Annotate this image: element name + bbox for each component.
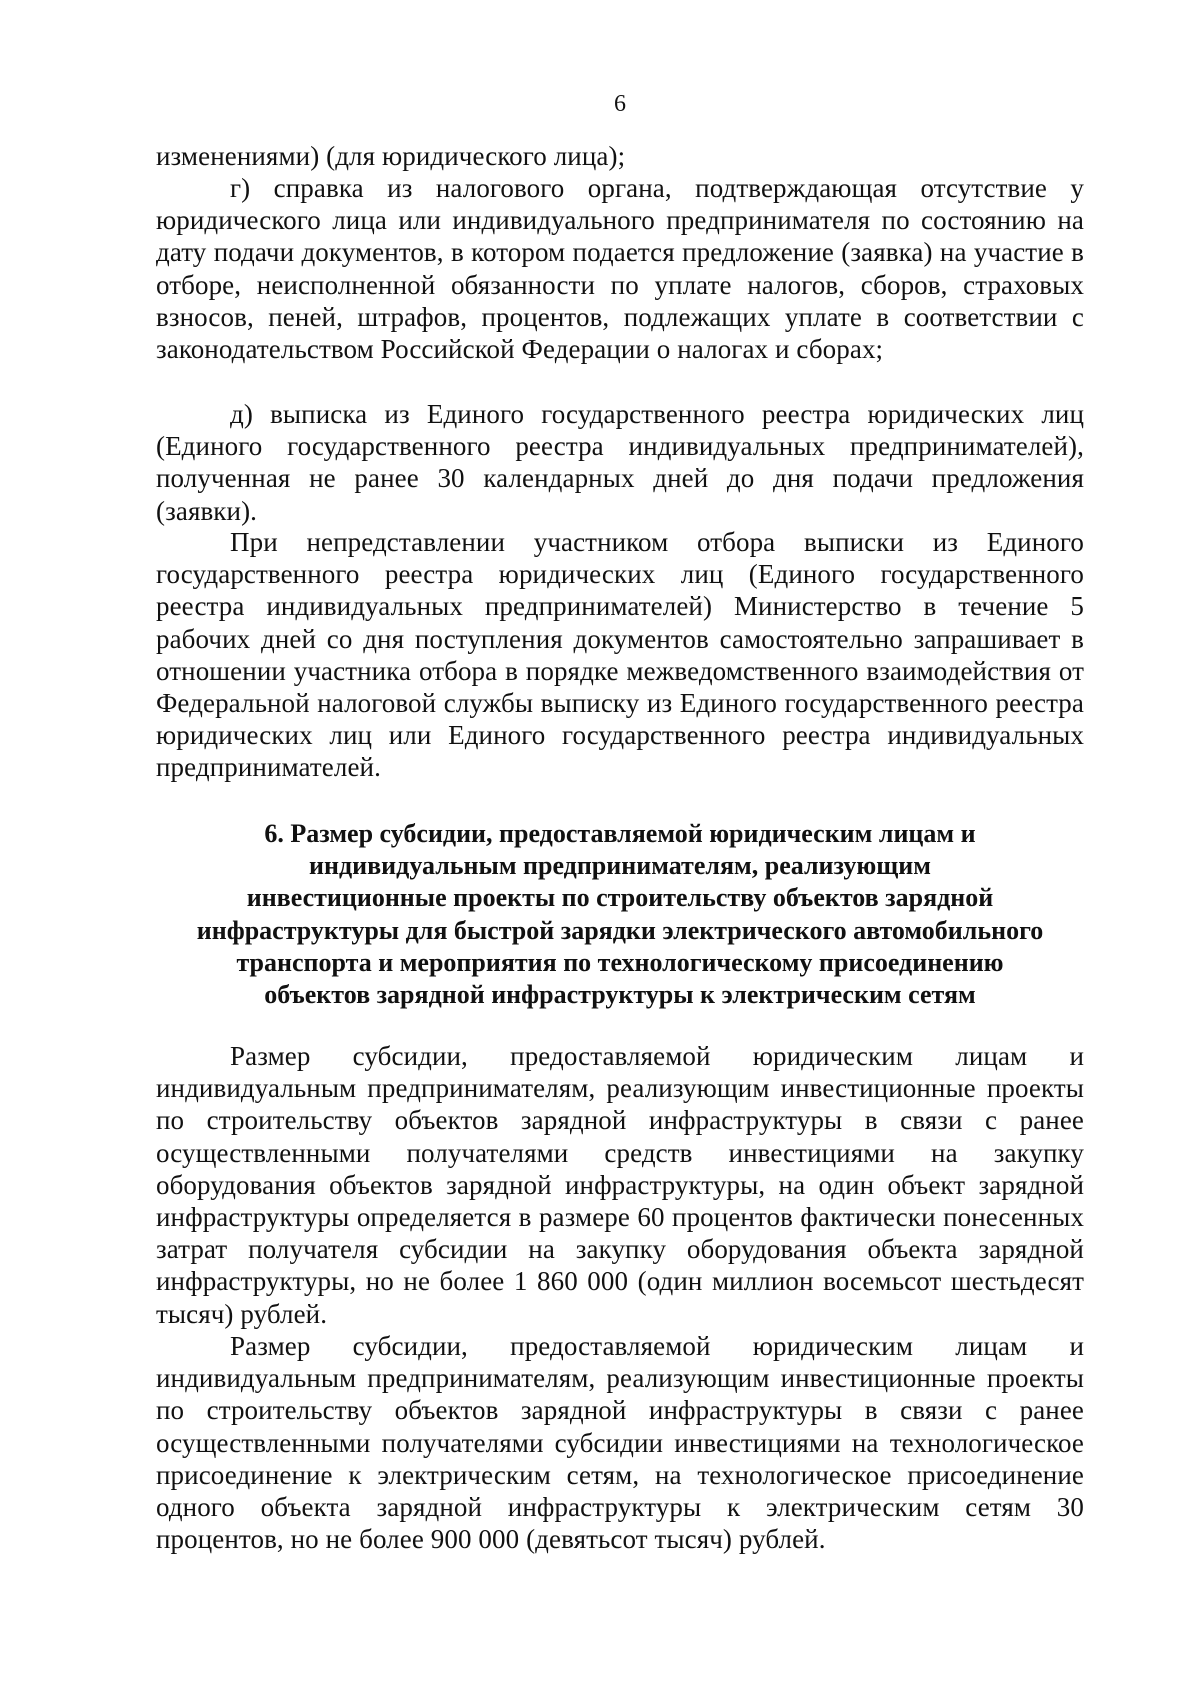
section-6-heading-line: инфраструктуры для быстрой зарядки электрического автомобильного — [196, 915, 1044, 945]
paragraph-subsidy-grid-connection: Размер субсидии, предоставляемой юридическим лицам и индивидуальным предпринимателям, реализующим инвестиционные проекты по строительству объектов зарядной инфраструктуры в связи с ранее осуществленными получателями субсидии инвестициями на технологическое присоединение к электрическим сетям, на технологическое присоединение одного объекта зарядной инфраструктуры к электрическим сетям 30 процентов, но не более 900 000 (девятьсот тысяч) рублей. — [156, 1331, 1084, 1555]
paragraph-item-d-registry-extract: д) выписка из Единого государственного реестра юридических лиц (Единого государственного реестра индивидуальных предпринимателей), полученная не ранее 30 календарных дней до дня подачи предложения (заявки). — [156, 399, 1084, 526]
section-6-heading-line: транспорта и мероприятия по технологическому присоединению — [236, 947, 1004, 977]
paragraph-continuation: изменениями) (для юридического лица); — [156, 141, 626, 171]
section-6-heading-line: 6. Размер субсидии, предоставляемой юридическим лицам и — [264, 819, 976, 848]
page-number: 6 — [614, 91, 626, 117]
section-6-heading-line: инвестиционные проекты по строительству объектов зарядной — [246, 883, 994, 913]
section-6-heading-line: индивидуальным предпринимателям, реализующим — [309, 851, 931, 881]
section-6-heading — [156, 818, 1084, 1011]
paragraph-interagency-request: При непредставлении участником отбора выписки из Единого государственного реестра юридических лиц (Единого государственного реестра индивидуальных предпринимателей) Министерство в течение 5 рабочих дней со дня поступления документов самостоятельно запрашивает в отношении участника отбора в порядке межведомственного взаимодействия от Федеральной налоговой службы выписку из Единого государственного реестра юридических лиц или Единого государственного реестра индивидуальных предпринимателей. — [156, 527, 1084, 783]
section-6-heading-line: объектов зарядной инфраструктуры к электрическим сетям — [264, 980, 976, 1010]
paragraph-item-g-tax-certificate: г) справка из налогового органа, подтверждающая отсутствие у юридического лица или индивидуального предпринимателя по состоянию на дату подачи документов, в котором подается предложение (заявка) на участие в отборе, неисполненной обязанности по уплате налогов, сборов, страховых взносов, пеней, штрафов, процентов, подлежащих уплате в соответствии с законодательством Российской Федерации о налогах и сборах; — [156, 173, 1084, 365]
paragraph-subsidy-equipment: Размер субсидии, предоставляемой юридическим лицам и индивидуальным предпринимателям, реализующим инвестиционные проекты по строительству объектов зарядной инфраструктуры в связи с ранее осуществленными получателями средств инвестициями на закупку оборудования объектов зарядной инфраструктуры, на один объект зарядной инфраструктуры определяется в размере 60 процентов фактически понесенных затрат получателя субсидии на закупку оборудования объекта зарядной инфраструктуры, но не более 1 860 000 (один миллион восемьсот шестьдесят тысяч) рублей. — [156, 1041, 1084, 1329]
